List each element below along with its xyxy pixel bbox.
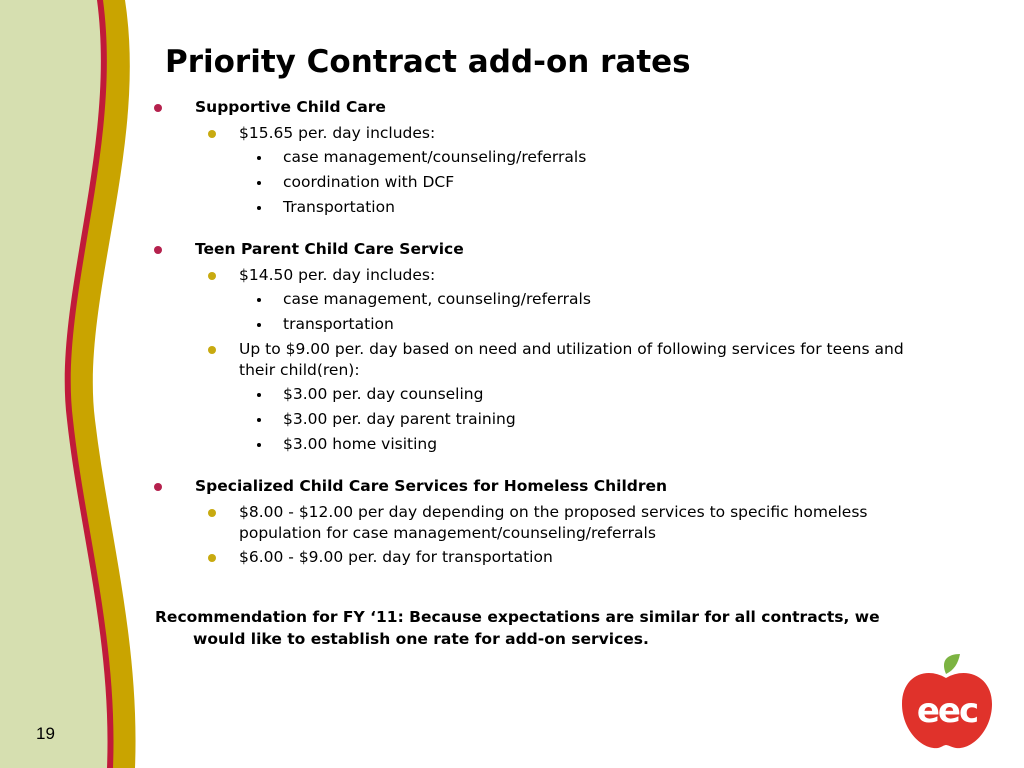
sub-list-item: $3.00 home visiting: [150, 434, 910, 455]
apple-logo-icon: [896, 652, 996, 752]
list-item: $15.65 per. day includes:: [150, 123, 910, 144]
sub-list-item: transportation: [150, 314, 910, 335]
bullet-icon: [257, 323, 261, 327]
svg-text:eec: eec: [916, 691, 978, 731]
sub-list-item: $3.00 per. day parent training: [150, 409, 910, 430]
bullet-icon: [208, 272, 216, 280]
bullet-icon: [257, 156, 261, 160]
bullet-icon: [154, 104, 162, 112]
page-number: 19: [36, 724, 55, 743]
recommendation-text: Recommendation for FY ‘11: Because expectations are similar for all contracts, we would like to establish one rate for add-on services.: [155, 608, 880, 648]
section-heading: Teen Parent Child Care Service: [150, 238, 910, 260]
bullet-icon: [208, 509, 216, 517]
eec-logo: [896, 652, 996, 752]
bullet-icon: [257, 206, 261, 210]
bullet-icon: [208, 130, 216, 138]
decorative-side-band: [0, 0, 140, 768]
section-heading: Supportive Child Care: [150, 96, 910, 118]
list-item: Up to $9.00 per. day based on need and utilization of following services for teens and their child(ren):: [150, 339, 910, 381]
sub-list-item: Transportation: [150, 197, 910, 218]
list-item: $14.50 per. day includes:: [150, 265, 910, 286]
bullet-icon: [257, 298, 261, 302]
slide-body: [150, 96, 910, 571]
bullet-icon: [257, 418, 261, 422]
bullet-icon: [208, 346, 216, 354]
sub-list-item: case management, counseling/referrals: [150, 289, 910, 310]
bullet-icon: [257, 443, 261, 447]
list-item: $6.00 - $9.00 per. day for transportation: [150, 547, 910, 568]
bullet-icon: [257, 181, 261, 185]
bullet-icon: [154, 483, 162, 491]
sub-list-item: case management/counseling/referrals: [150, 147, 910, 168]
slide-title: Priority Contract add-on rates: [165, 44, 691, 80]
bullet-icon: [154, 246, 162, 254]
sub-list-item: $3.00 per. day counseling: [150, 384, 910, 405]
section-heading: Specialized Child Care Services for Homeless Children: [150, 475, 910, 497]
sub-list-item: coordination with DCF: [150, 172, 910, 193]
bullet-icon: [208, 554, 216, 562]
list-item: $8.00 - $12.00 per day depending on the proposed services to specific homeless population for case management/counseling/referrals: [150, 502, 910, 544]
bullet-icon: [257, 393, 261, 397]
